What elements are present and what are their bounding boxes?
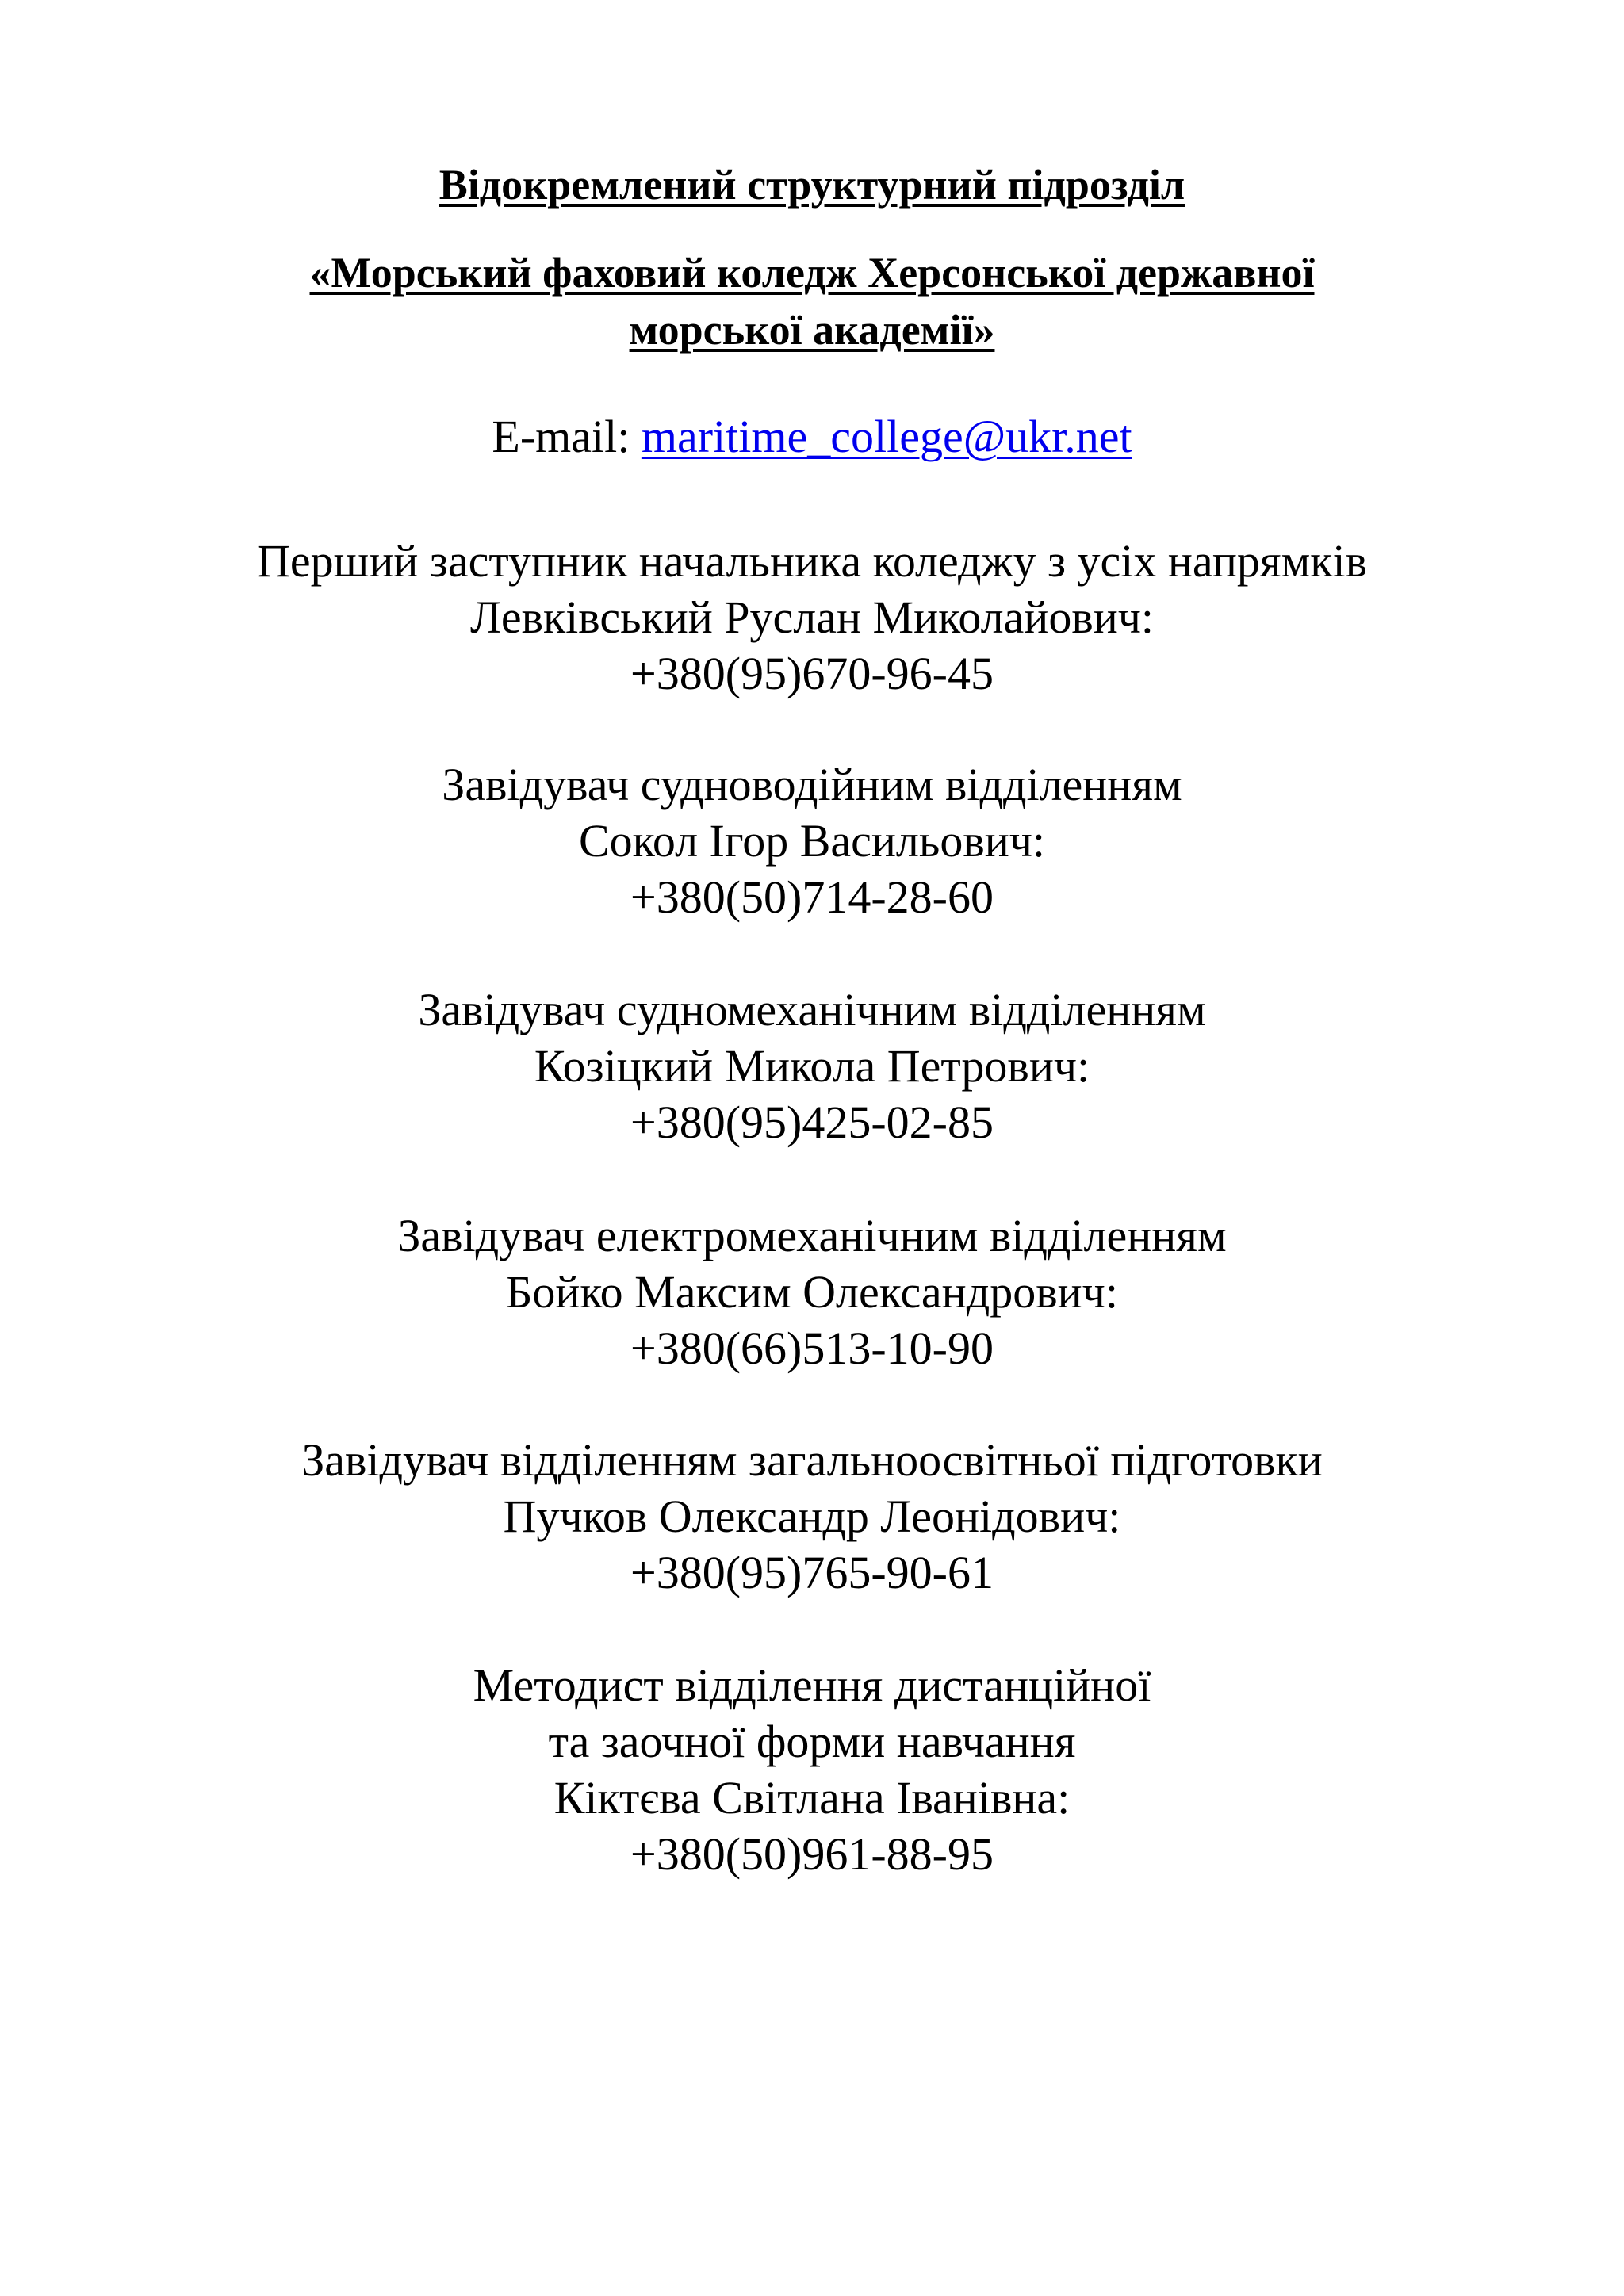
contact-block-navigation-dept [0,756,1624,925]
contact-position: Завідувач судномеханічним відділенням [418,984,1206,1035]
contact-position: Завідувач електромеханічним відділенням [397,1210,1227,1261]
contact-phone: +380(50)961-88-95 [630,1828,994,1880]
contact-block-general-education-dept [0,1432,1624,1601]
contact-phone: +380(95)765-90-61 [630,1547,994,1598]
contact-name: Пучков Олександр Леонідович: [503,1490,1121,1542]
contact-block-marine-engineering-dept [0,982,1624,1150]
contact-block-first-deputy [0,533,1624,702]
contact-phone: +380(66)513-10-90 [630,1322,994,1374]
contact-block-electromechanical-dept [0,1207,1624,1376]
email-line [0,408,1624,465]
contact-name: Сокол Ігор Васильович: [578,815,1046,867]
contact-name: Кіктєва Світлана Іванівна: [553,1772,1071,1823]
contact-position: Завідувач судноводійним відділенням [442,759,1182,810]
document-title-line-2 [0,244,1624,358]
contact-position: Завідувач відділенням загальноосвітньої підготовки [301,1434,1323,1486]
contact-block-distance-learning-methodist [0,1657,1624,1882]
contact-phone: +380(95)425-02-85 [630,1096,994,1148]
contact-phone: +380(95)670-96-45 [630,648,994,699]
contact-position: Перший заступник начальника коледжу з усіх напрямків [257,535,1367,587]
contact-phone: +380(50)714-28-60 [630,871,994,923]
document-title-line-2a: «Морський фаховий коледж Херсонської державної [309,249,1315,297]
contact-name: Левківський Руслан Миколайович: [469,591,1155,643]
contact-name: Козіцкий Микола Петрович: [534,1040,1090,1092]
contact-position-line-2: та заочної форми навчання [548,1716,1076,1767]
contact-position-line-1: Методист відділення дистанційної [473,1659,1151,1711]
email-label: E-mail: [492,411,630,462]
email-link[interactable]: maritime_college@ukr.net [641,411,1132,462]
document-title-line-1: Відокремлений структурний підрозділ [439,161,1185,209]
document-title-line-2b: морської академії» [629,306,995,354]
contact-name: Бойко Максим Олександрович: [506,1266,1118,1318]
